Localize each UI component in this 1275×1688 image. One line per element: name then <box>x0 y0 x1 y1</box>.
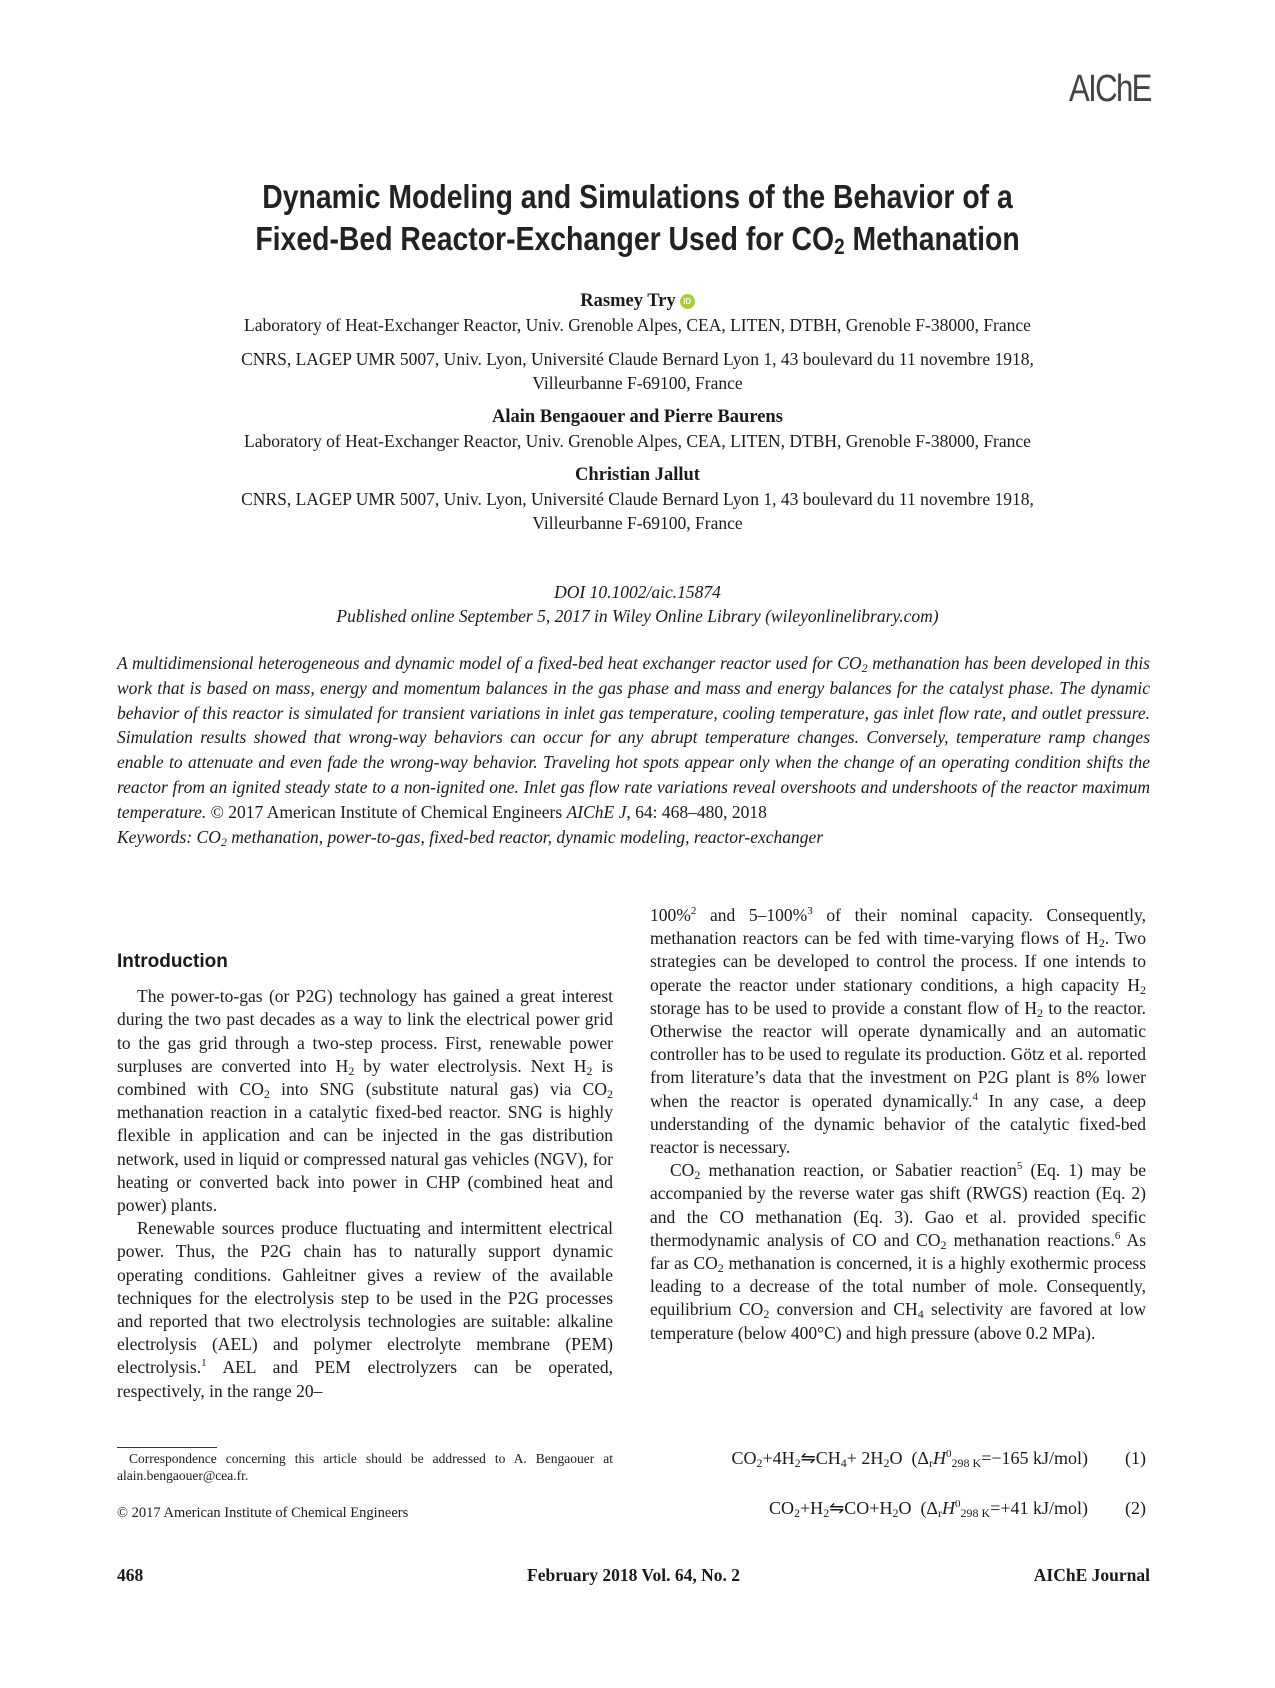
journal-logo: AIChE <box>1069 68 1151 110</box>
left-column <box>117 944 613 1403</box>
abstract-text: A multidimensional heterogeneous and dynamic model of a fixed-bed heat exchanger reactor used for $CO_2$ methanation has been developed in this work that is based on mass, energy and momentum balances in the gas phase and mass and energy balances for the catalyst phase. The dynamic behavior of this reactor is simulated for transient variations in inlet gas temperature, cooling temperature, gas inlet flow rate, and outlet pressure. Simulation results showed that wrong-way behaviors can occur for any abrupt temperature changes. Conversely, temperature ramp changes enable to attenuate and even fade the wrong-way behavior. Traveling hot spots appear only when the change of an operating condition shifts the reactor from an ignited steady state to a non-ignited one. Inlet gas flow rate variations reveal overshoots and undershoots of the reactor maximum temperature. © 2017 American Institute of Chemical Engineers AIChE J, 64: 468–480, 2018 <box>117 653 1150 822</box>
equation-number: (1) <box>1125 1448 1146 1468</box>
title-line-1: Dynamic Modeling and Simulations of the Behavior of a <box>262 178 1013 215</box>
title-subscript: 2 <box>834 234 845 259</box>
published-online: Published online September 5, 2017 in Wiley Online Library (wileyonlinelibrary.com) <box>336 606 939 626</box>
author-name: Christian Jallut <box>575 465 700 485</box>
affiliation: Laboratory of Heat-Exchanger Reactor, Univ. Grenoble Alpes, CEA, LITEN, DTBH, Grenoble F-38000, France <box>244 431 1031 451</box>
equation-expression: $CO_2+4H_2⇋CH_4+ 2H_2O$ ($\Delta_rH^0_{298 K}=-165$ kJ/mol) <box>731 1448 1088 1470</box>
correspondence-footnote: Correspondence concerning this article should be addressed to A. Bengaouer at alain.bengaouer@cea.fr. <box>117 1451 613 1483</box>
citation-ref[interactable]: 1 <box>201 1357 207 1370</box>
title-text: Fixed-Bed Reactor-Exchanger Used for CO <box>255 220 835 257</box>
affiliation: Villeurbanne F-69100, France <box>532 513 743 533</box>
page-footer <box>117 1565 1150 1589</box>
title-line-2 <box>175 218 1100 268</box>
citation-ref[interactable]: 3 <box>807 905 813 917</box>
paragraph: The power-to-gas (or P2G) technology has gained a great interest during the two past decades as a way to link the electrical power grid to the gas grid through a two-step process. First, renewable power surpluses are converted into $H_2$ by water electrolysis. Next $H_2$ is combined with $CO_2$ into SNG (substitute natural gas) via $CO_2$ methanation reaction in a catalytic fixed-bed reactor. SNG is highly flexible in application and can be injected in the gas distribution network, used in liquid or compressed natural gas vehicles (NGV), for heating or converted back into power in CHP (combined heat and power) plants. <box>117 986 614 1216</box>
copyright-notice: © 2017 American Institute of Chemical Engineers <box>117 1505 409 1521</box>
article-title <box>175 176 1100 268</box>
affiliation: Villeurbanne F-69100, France <box>532 373 743 393</box>
title-text: Methanation <box>844 220 1020 257</box>
equation-expression: $CO_2+H_2⇋CO+H_2O$ ($\Delta_rH^0_{298 K}=+41$ kJ/mol) <box>769 1498 1088 1520</box>
page-number: 468 <box>117 1565 144 1585</box>
keywords: Keywords: $CO_2$ methanation, power-to-gas, fixed-bed reactor, dynamic modeling, reactor-exchanger <box>117 826 824 849</box>
author-name: Alain Bengaouer and Pierre Baurens <box>492 407 783 427</box>
equation-1 <box>650 1443 1146 1473</box>
affiliation: Laboratory of Heat-Exchanger Reactor, Univ. Grenoble Alpes, CEA, LITEN, DTBH, Grenoble F-38000, France <box>244 315 1031 335</box>
author-name: Rasmey Try <box>580 291 676 311</box>
author-block <box>100 288 1175 535</box>
affiliation: CNRS, LAGEP UMR 5007, Univ. Lyon, Université Claude Bernard Lyon 1, 43 boulevard du 11 novembre 1918, <box>241 489 1034 509</box>
right-column <box>650 904 1146 1345</box>
issue-info: February 2018 Vol. 64, No. 2 <box>527 1565 740 1585</box>
doi-link[interactable]: DOI 10.1002/aic.15874 <box>554 582 721 602</box>
citation-ref[interactable]: 2 <box>690 905 697 917</box>
citation-ref[interactable]: 5 <box>1016 1160 1023 1173</box>
affiliation: CNRS, LAGEP UMR 5007, Univ. Lyon, Université Claude Bernard Lyon 1, 43 boulevard du 11 novembre 1918, <box>241 349 1034 369</box>
paragraph: Renewable sources produce fluctuating and intermittent electrical power. Thus, the P2G chain has to naturally support dynamic operating conditions. Gahleitner gives a review of the available techniques for the electrolysis step to be used in the P2G processes and reported that two electrolysis technologies are suitable: alkaline electrolysis (AEL) and polymer electrolyte membrane (PEM) electrolysis.$^1$ AEL and PEM electrolyzers can be operated, respectively, in the range 20– <box>117 1218 613 1401</box>
equation-2 <box>650 1493 1146 1523</box>
section-heading: Introduction <box>117 951 228 972</box>
citation-ref[interactable]: 6 <box>1114 1229 1121 1242</box>
footnote-rule <box>117 1447 217 1448</box>
orcid-icon[interactable]: iD <box>680 294 695 309</box>
abstract <box>117 651 1150 849</box>
paragraph: $CO_2$ methanation reaction, or Sabatier reaction$^5$ (Eq. 1) may be accompanied by the reverse water gas shift (RWGS) reaction (Eq. 2) and the CO methanation (Eq. 3). Gao et al. provided specific thermodynamic analysis of CO and $CO_2$ methanation reactions.$^6$ As far as $CO_2$ methanation is concerned, it is a highly exothermic process leading to a decrease of the total number of mole. Consequently, equilibrium $CO_2$ conversion and $CH_4$ selectivity are favored at low temperature (below 400°C) and high pressure (above 0.2 MPa). <box>650 1160 1147 1343</box>
publication-info <box>100 580 1175 628</box>
citation-ref[interactable]: 4 <box>972 1090 978 1103</box>
equation-number: (2) <box>1125 1498 1146 1518</box>
paragraph: 100%$^2$ and 5–100%$^3$ of their nominal capacity. Consequently, methanation reactors can be fed with time-varying flows of $H_2$. Two strategies can be developed to control the process. If one intends to operate the reactor under stationary conditions, a high capacity $H_2$ storage has to be used to provide a constant flow of $H_2$ to the reactor. Otherwise the reactor will operate dynamically and an automatic controller has to be used to regulate its production. Götz et al. reported from literature’s data that the investment on P2G plant is 8% lower when the reactor is operated dynamically.$^4$ In any case, a deep understanding of the dynamic behavior of the catalytic fixed-bed reactor is necessary. <box>650 905 1146 1158</box>
journal-name: AIChE Journal <box>1033 1565 1150 1585</box>
